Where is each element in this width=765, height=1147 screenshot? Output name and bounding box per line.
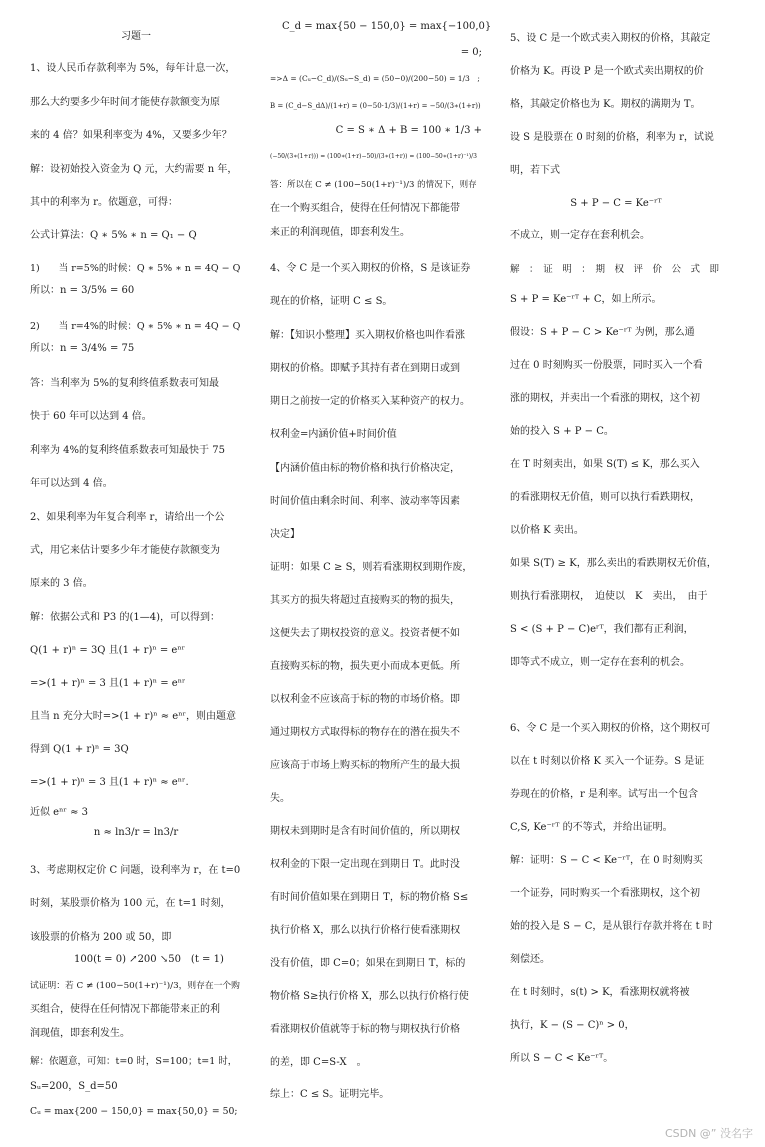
text-line: 那么大约要多少年时间才能使存款额变为原 (30, 97, 220, 108)
text-line: 通过期权方式取得标的物存在的潜在损失不 (270, 727, 460, 738)
text-line: 物价格 S≥执行价格 X，那么以执行价格行使 (270, 991, 469, 1002)
text-line: 以价格 K 卖出。 (510, 525, 584, 536)
text-line: 直接购买标的物，损失更小而成本更低。所 (270, 661, 460, 672)
text-line: 快于 60 年可以达到 4 倍。 (30, 411, 152, 422)
text-line: 涨的期权，并卖出一个看涨的期权，这个初 (510, 393, 700, 404)
text-line: 的差，即 C=S-X 。 (270, 1057, 367, 1068)
text-line: 一个证券，同时购买一个看涨期权，这个初 (510, 888, 700, 899)
formula-line: =>Δ = (Cᵤ−C_d)/(Sᵤ−S_d) = (50−0)/(200−50) = 1/3 ; (270, 74, 480, 83)
formula-line: C = S ∗ Δ + B = 100 ∗ 1/3 + (335, 125, 482, 136)
formula-line: 始的投入是 S − C，是从银行存款并将在 t 时 (510, 921, 713, 932)
text-line: 以在 t 时刻以价格 K 买入一个证券。S 是证 (510, 756, 705, 767)
text-line: 答：当利率为 5%的复利终值系数表可知最 (30, 378, 220, 389)
text-line: 来的 4 倍？如果利率变为 4%，又要多少年？ (30, 130, 232, 141)
text-line: 不成立，则一定存在套利机会。 (510, 230, 650, 241)
text-line: 时刻，某股票价格为 100 元，在 t=1 时刻， (30, 898, 231, 909)
text-line: 答：所以在 C ≠ (100−50(1+r)⁻¹)/3 的情况下，则存 (270, 180, 477, 190)
formula-line: 2) 当 r=4%的时候：Q ∗ 5% ∗ n = 4Q − Q (30, 321, 241, 332)
text-line: 有时间价值如果在到期日 T，标的物价格 S≤ (270, 892, 469, 903)
text-line: 看涨期权价值就等于标的物与期权执行价格 (270, 1024, 460, 1035)
text-line: 过在 0 时刻购买一份股票，同时买入一个看 (510, 360, 703, 371)
formula-line: S + P − C = Ke⁻ʳᵀ (570, 198, 662, 209)
formula-line: Q(1 + r)ⁿ = 3Q 且(1 + r)ⁿ = eⁿʳ (30, 645, 186, 656)
text-line: 解：依据公式和 P3 的(1—4)，可以得到： (30, 612, 220, 623)
text-line: 明，若下式 (510, 165, 560, 176)
text-line: 时间价值由剩余时间、利率、波动率等因素 (270, 496, 460, 507)
text-line: 格，其敲定价格也为 K。期权的满期为 T。 (510, 99, 701, 110)
formula-line: n ≈ ln3/r = ln3/r (93, 827, 179, 838)
formula-line: 得到 Q(1 + r)ⁿ = 3Q (30, 744, 129, 755)
text-line: 失。 (270, 793, 290, 804)
text-line: 4、令 C 是一个买入期权的价格，S 是该证券 (270, 263, 471, 274)
formula-line: C,S, Ke⁻ʳᵀ 的不等式，并给出证明。 (510, 822, 673, 833)
text-line: 以权利金不应该高于标的物的市场价格。即 (270, 694, 460, 705)
text-line: 在一个购买组合，使得在任何情况下都能带 (270, 203, 460, 214)
text-line: 应该高于市场上购买标的物所产生的最大损 (270, 760, 460, 771)
formula-line: 始的投入 S + P − C。 (510, 426, 614, 437)
formula-line: 假设：S + P − C > Ke⁻ʳᵀ 为例，那么通 (510, 327, 695, 338)
text-line: 试证明：若 C ≠ (100−50(1+r)⁻¹)/3，则存在一个购 (30, 981, 240, 991)
text-line: 权利金的下限一定出现在到期日 T。此时没 (270, 859, 460, 870)
text-line: 该股票的价格为 200 或 50，即 (30, 932, 172, 943)
text-line: 原来的 3 倍。 (30, 578, 93, 589)
text-line: 润现值，即套利发生。 (30, 1028, 130, 1039)
text-line: 利率为 4%的复利终值系数表可知最快于 75 (30, 445, 225, 456)
text-line: 式，用它来估计要多少年才能使存款额变为 (30, 545, 220, 556)
formula-line: 在 T 时刻卖出，如果 S(T) ≤ K，那么买入 (510, 459, 700, 470)
text-line: 这便失去了期权投资的意义。投资者便不如 (270, 628, 460, 639)
formula-line: 所以：n = 3/5% = 60 (30, 285, 135, 296)
text-line: 来正的利润现值，即套利发生。 (270, 227, 410, 238)
text-line: 【内涵价值由标的物价格和执行价格决定， (270, 463, 460, 474)
text-line: 解：【知识小整理】买入期权价格也叫作看涨 (270, 330, 465, 341)
formula-line: (−50/(3∗(1+r))) = (100∗(1+r)−50)/(3∗(1+r)) = (100−50∗(1+r)⁻¹)/3 (270, 153, 477, 160)
formula-line: = 0; (460, 47, 482, 58)
formula-line: S < (S + P − C)eʳᵀ，我们都有正利润， (510, 624, 694, 635)
conclusion-line: 综上：C ≤ S。证明完毕。 (270, 1089, 390, 1100)
text-line: 2、如果利率为年复合利率 r，请给出一个公 (30, 512, 225, 523)
text-line: 其中的利率为 r。依题意，可得： (30, 197, 178, 208)
text-line: 期权的价格。即赋予其持有者在到期日或到 (270, 363, 460, 374)
formula-line: S + P = Ke⁻ʳᵀ + C，如上所示。 (510, 294, 662, 305)
formula-line: =>(1 + r)ⁿ = 3 且(1 + r)ⁿ = eⁿʳ (30, 678, 186, 689)
text-line: 其买方的损失将超过直接购买的物的损失， (270, 595, 460, 606)
text-line: 年可以达到 4 倍。 (30, 478, 113, 489)
text-line: 设 S 是股票在 0 时刻的价格，利率为 r，试说 (510, 132, 714, 143)
text-line: 则执行看涨期权， 迫使以 K 卖出， 由于 (510, 591, 708, 602)
text-line: 解：依题意，可知：t=0 时，S=100；t=1 时， (30, 1056, 238, 1067)
text-line: 价格为 K。再设 P 是一个欧式卖出期权的价 (510, 66, 704, 77)
text-line: 执行价格 X，那么以执行价格行使看涨期权 (270, 925, 461, 936)
text-line: 决定】 (270, 529, 300, 540)
text-line: 6、令 C 是一个买入期权的价格，这个期权可 (510, 723, 711, 734)
formula-line: 公式计算法：Q ∗ 5% ∗ n = Q₁ − Q (30, 230, 197, 241)
text-line: 5、设 C 是一个欧式卖入期权的价格，其敲定 (510, 33, 711, 44)
text-line: 权利金=内涵价值+时间价值 (270, 429, 397, 440)
formula-line: Cᵤ = max{200 − 150,0} = max{50,0} = 50; (30, 1106, 238, 1117)
text-line: 没有价值，即 C=0；如果在到期日 T，标的 (270, 958, 466, 969)
formula-line: 所以 S − C < Ke⁻ʳᵀ。 (510, 1053, 614, 1064)
formula-line: 在 t 时刻时，s(t) > K，看涨期权就将被 (510, 987, 690, 998)
formula-line: B = (C_d−S_dΔ)/(1+r) = (0−50·1/3)/(1+r) = −50/(3∗(1+r)) (270, 102, 481, 110)
formula-line: 近似 eⁿʳ ≈ 3 (30, 807, 88, 818)
text-line: 证明：如果 C ≥ S，则若看涨期权到期作废， (270, 562, 473, 573)
text-line: 解 ： 证 明 ： 期 权 评 价 公 式 即 (510, 264, 720, 275)
formula-line: Sᵤ=200，S_d=50 (30, 1081, 118, 1092)
text-line: 期权未到期时是含有时间价值的，所以期权 (270, 826, 460, 837)
formula-line: 如果 S(T) ≥ K，那么卖出的看跌期权无价值， (510, 558, 717, 569)
formula-line: 1) 当 r=5%的时候：Q ∗ 5% ∗ n = 4Q − Q (30, 263, 241, 274)
text-line: 即等式不成立，则一定存在套利的机会。 (510, 657, 690, 668)
text-line: 买组合，使得在任何情况下都能带来正的利 (30, 1004, 220, 1015)
text-line: 刻偿还。 (510, 954, 550, 965)
text-line: 的看涨期权无价值，则可以执行看跌期权， (510, 492, 700, 503)
text-line: 期日之前按一定的价格买入某种资产的权力。 (270, 396, 470, 407)
text-line: 3、考虑期权定价 C 问题，设利率为 r，在 t=0 (30, 865, 241, 876)
text-line: 1、设人民币存款利率为 5%，每年计息一次， (30, 63, 236, 74)
formula-line: C_d = max{50 − 150,0} = max{−100,0} (282, 21, 492, 32)
csdn-watermark: CSDN @” 没名字 (664, 1127, 753, 1140)
text-line: 且当 n 充分大时=>(1 + r)ⁿ ≈ eⁿʳ，则由题意 (30, 711, 237, 722)
text-line: 解：设初始投入资金为 Q 元，大约需要 n 年， (30, 164, 238, 175)
text-line: 现在的价格，证明 C ≤ S。 (270, 296, 393, 307)
text-line: 券现在的价格，r 是利率。试写出一个包含 (510, 789, 698, 800)
formula-line: 执行，K − (S − C)ⁿ > 0， (510, 1020, 635, 1031)
formula-line: 所以：n = 3/4% = 75 (30, 343, 135, 354)
exercise-title: 习题一 (121, 31, 151, 42)
formula-line: 100(t = 0) ↗200 ↘50 (t = 1) (74, 954, 224, 965)
formula-line: =>(1 + r)ⁿ = 3 且(1 + r)ⁿ ≈ eⁿʳ. (30, 777, 189, 788)
formula-line: 解：证明：S − C < Ke⁻ʳᵀ，在 0 时刻购买 (510, 855, 703, 866)
